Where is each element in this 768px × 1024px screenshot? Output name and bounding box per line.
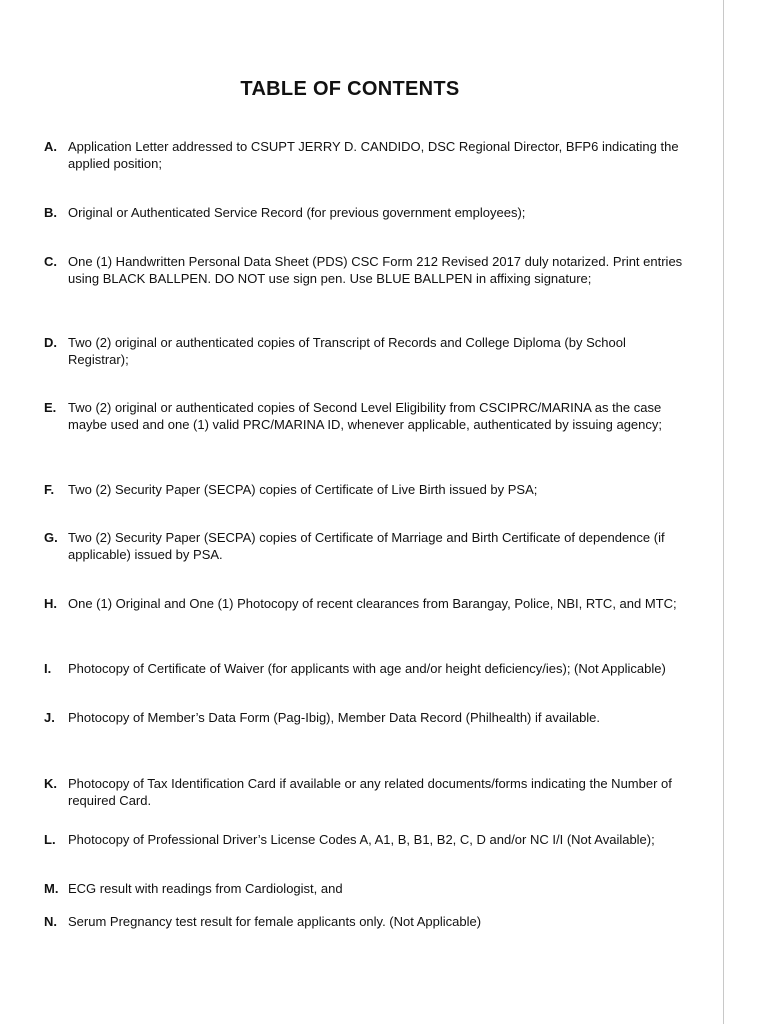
- item-letter: L.: [44, 832, 56, 847]
- item-letter: K.: [44, 776, 57, 791]
- list-item-c: [44, 254, 684, 287]
- list-item-i: [44, 661, 684, 678]
- item-text: Serum Pregnancy test result for female applicants only. (Not Applicable): [68, 914, 482, 929]
- item-text: Two (2) original or authenticated copies of Transcript of Records and College Diploma (by School Registrar);: [68, 335, 626, 367]
- list-item-j: [44, 710, 684, 727]
- list-item-b: [44, 205, 684, 222]
- item-text: Photocopy of Professional Driver’s License Codes A, A1, B, B1, B2, C, D and/or NC I/I (Not Available);: [68, 832, 655, 847]
- item-text: Original or Authenticated Service Record (for previous government employees);: [68, 205, 526, 220]
- list-item-n: [44, 914, 684, 931]
- item-letter: F.: [44, 482, 55, 497]
- page-edge-divider: [723, 0, 724, 1024]
- list-item-h: [44, 596, 684, 613]
- list-item-d: [44, 335, 684, 368]
- item-letter: B.: [44, 205, 57, 220]
- list-item-a: [44, 139, 684, 172]
- item-text: One (1) Handwritten Personal Data Sheet (PDS) CSC Form 212 Revised 2017 duly notarized. Print entries using BLACK BALLPEN. DO NOT use sign pen. Use BLUE BALLPEN in affixing signature;: [68, 254, 683, 286]
- list-item-l: [44, 832, 684, 849]
- item-text: One (1) Original and One (1) Photocopy of recent clearances from Barangay, Police, NBI, RTC, and MTC;: [68, 596, 677, 611]
- list-item-m: [44, 881, 684, 898]
- item-letter: G.: [44, 530, 58, 545]
- item-text: Photocopy of Tax Identification Card if available or any related documents/forms indicating the Number of required Card.: [68, 776, 672, 808]
- item-letter: E.: [44, 400, 57, 415]
- item-letter: J.: [44, 710, 55, 725]
- item-letter: A.: [44, 139, 57, 154]
- list-item-f: [44, 482, 684, 499]
- list-item-k: [44, 776, 684, 809]
- item-letter: M.: [44, 881, 59, 896]
- list-item-g: [44, 530, 684, 563]
- item-letter: I.: [44, 661, 52, 676]
- item-text: Two (2) Security Paper (SECPA) copies of Certificate of Live Birth issued by PSA;: [68, 482, 538, 497]
- item-letter: C.: [44, 254, 57, 269]
- item-text: Two (2) Security Paper (SECPA) copies of Certificate of Marriage and Birth Certificate of dependence (if applicable) issued by PSA.: [68, 530, 665, 562]
- list-item-e: [44, 400, 684, 433]
- item-text: Two (2) original or authenticated copies of Second Level Eligibility from CSCIPRC/MARINA as the case maybe used and one (1) valid PRC/MARINA ID, whenever applicable, authenticated by issuing agency;: [68, 400, 662, 432]
- item-letter: D.: [44, 335, 57, 350]
- item-letter: N.: [44, 914, 57, 929]
- item-text: Photocopy of Member’s Data Form (Pag-Ibig), Member Data Record (Philhealth) if available.: [68, 710, 601, 725]
- item-text: ECG result with readings from Cardiologist, and: [68, 881, 343, 896]
- item-text: Photocopy of Certificate of Waiver (for applicants with age and/or height deficiency/ies); (Not Applicable): [68, 661, 666, 676]
- page-title: TABLE OF CONTENTS: [240, 78, 460, 100]
- item-text: Application Letter addressed to CSUPT JERRY D. CANDIDO, DSC Regional Director, BFP6 indicating the applied position;: [68, 139, 679, 171]
- item-letter: H.: [44, 596, 57, 611]
